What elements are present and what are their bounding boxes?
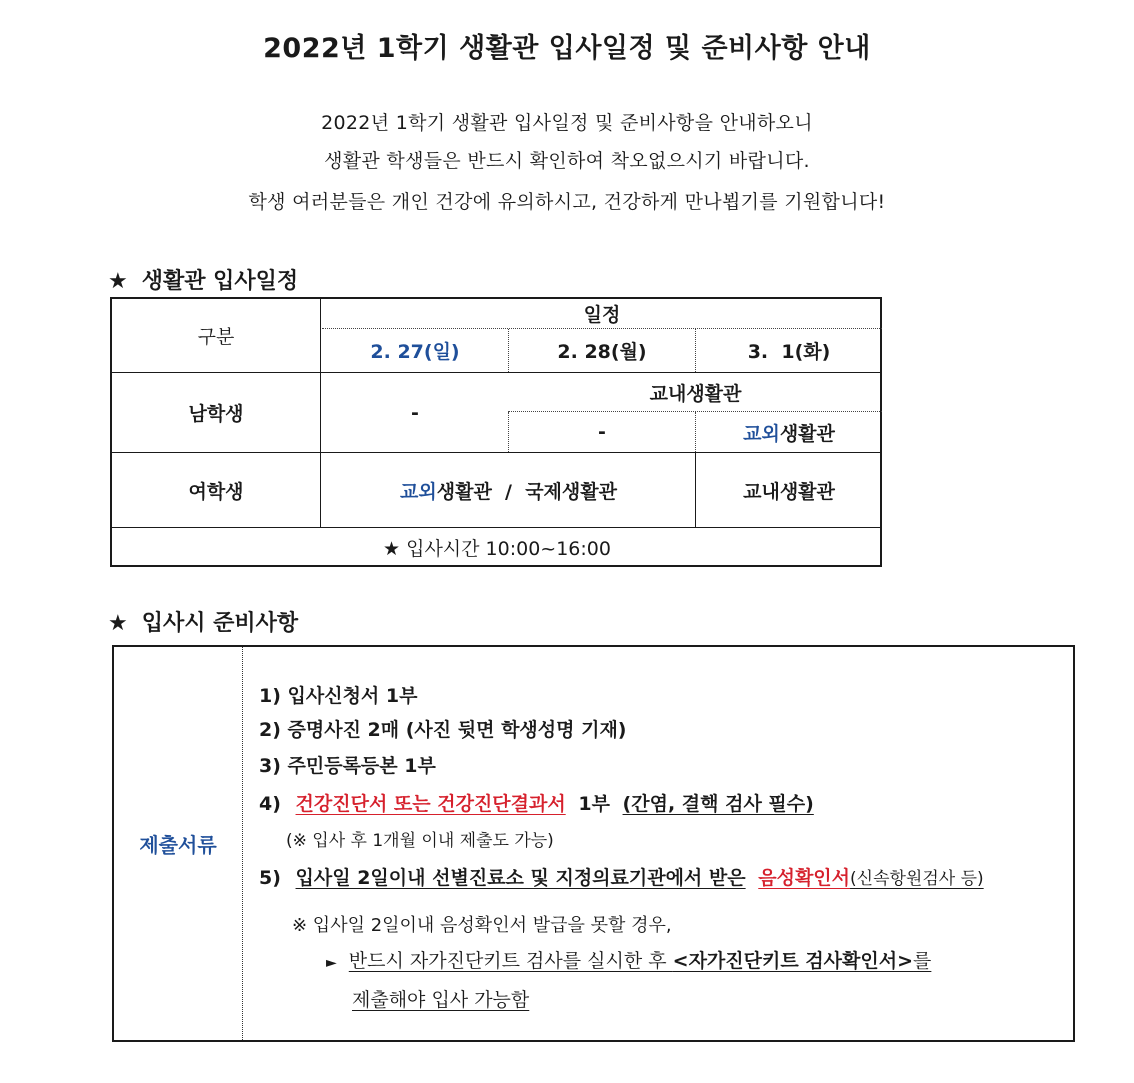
sub1-pre: 반드시 자가진단키트 검사를 실시한 후 [348, 950, 673, 972]
male-label: 남학생 [188, 403, 244, 425]
prep-item-1: 1) 입사신청서 1부 [259, 685, 418, 707]
female-col12-prefix: 교외 [400, 480, 437, 503]
male-merged-cell: 교내생활관 [649, 382, 742, 405]
prep-heading [108, 606, 298, 637]
item5-highlight: 음성확인서 [758, 867, 851, 889]
star-icon: ★ [108, 269, 128, 294]
male-col3-suffix: 생활관 [779, 422, 835, 445]
item5-num: 5) [259, 867, 281, 889]
prep-heading-text: 입사시 준비사항 [141, 611, 299, 636]
prep-sub-2 [352, 985, 529, 1012]
prep-label: 제출서류 [139, 833, 217, 857]
prep-note-4: (※ 입사 후 1개월 이내 제출도 가능) [286, 831, 554, 851]
male-col1: - [411, 401, 419, 424]
header-date-2: 2. 28(월) [557, 341, 647, 363]
schedule-heading-text: 생활관 입사일정 [141, 269, 299, 294]
sub1-post: 를 [913, 950, 932, 972]
item4-count: 1부 [578, 793, 610, 815]
item4-num: 4) [259, 793, 281, 815]
schedule-table [110, 297, 882, 567]
prep-item-2: 2) 증명사진 2매 (사진 뒷면 학생성명 기재) [259, 719, 627, 741]
intro-line-3: 학생 여러분들은 개인 건강에 유의하시고, 건강하게 만나뵙기를 기원합니다! [248, 191, 886, 213]
item5-small: (신속항원검사 등) [850, 869, 984, 889]
item4-highlight: 건강진단서 또는 건강진단결과서 [295, 793, 566, 815]
header-date-1: 2. 27(일) [370, 341, 460, 363]
star-icon: ★ [108, 611, 128, 636]
header-schedule: 일정 [583, 304, 621, 326]
prep-item-4 [259, 789, 814, 816]
prep-item-3: 3) 주민등록등본 1부 [259, 755, 436, 777]
female-label: 여학생 [188, 480, 244, 503]
item5-text: 입사일 2일이내 선별진료소 및 지정의료기관에서 받은 [295, 867, 746, 889]
checkin-time: ★ 입사시간 10:00~16:00 [383, 537, 611, 560]
intro-line-2: 생활관 학생들은 반드시 확인하여 착오없으시기 바랍니다. [324, 150, 810, 172]
intro-line-1: 2022년 1학기 생활관 입사일정 및 준비사항을 안내하오니 [321, 112, 813, 134]
schedule-heading [108, 264, 298, 295]
header-date-3: 3. 1(화) [747, 341, 831, 363]
item4-tail: (간염, 결핵 검사 필수) [622, 793, 814, 815]
header-category: 구분 [197, 326, 235, 348]
arrow-right-icon: ► [326, 955, 337, 971]
female-col12-rest: 생활관 / 국제생활관 [436, 480, 617, 503]
female-col3: 교내생활관 [743, 480, 835, 503]
female-col12 [322, 453, 695, 527]
male-col3-prefix: 교외 [743, 422, 780, 445]
prep-note-5: ※ 입사일 2일이내 음성확인서 발급을 못할 경우, [292, 915, 672, 936]
sub2-text: 제출해야 입사 가능함 [352, 989, 530, 1011]
male-col3 [696, 412, 882, 452]
sub1-bold: <자가진단키트 검사확인서> [672, 950, 914, 972]
prep-sub-1 [326, 946, 931, 973]
prep-item-5 [259, 863, 984, 890]
male-col2: - [598, 421, 606, 443]
prep-box [112, 645, 1075, 1042]
page-title: 2022년 1학기 생활관 입사일정 및 준비사항 안내 [263, 33, 871, 64]
